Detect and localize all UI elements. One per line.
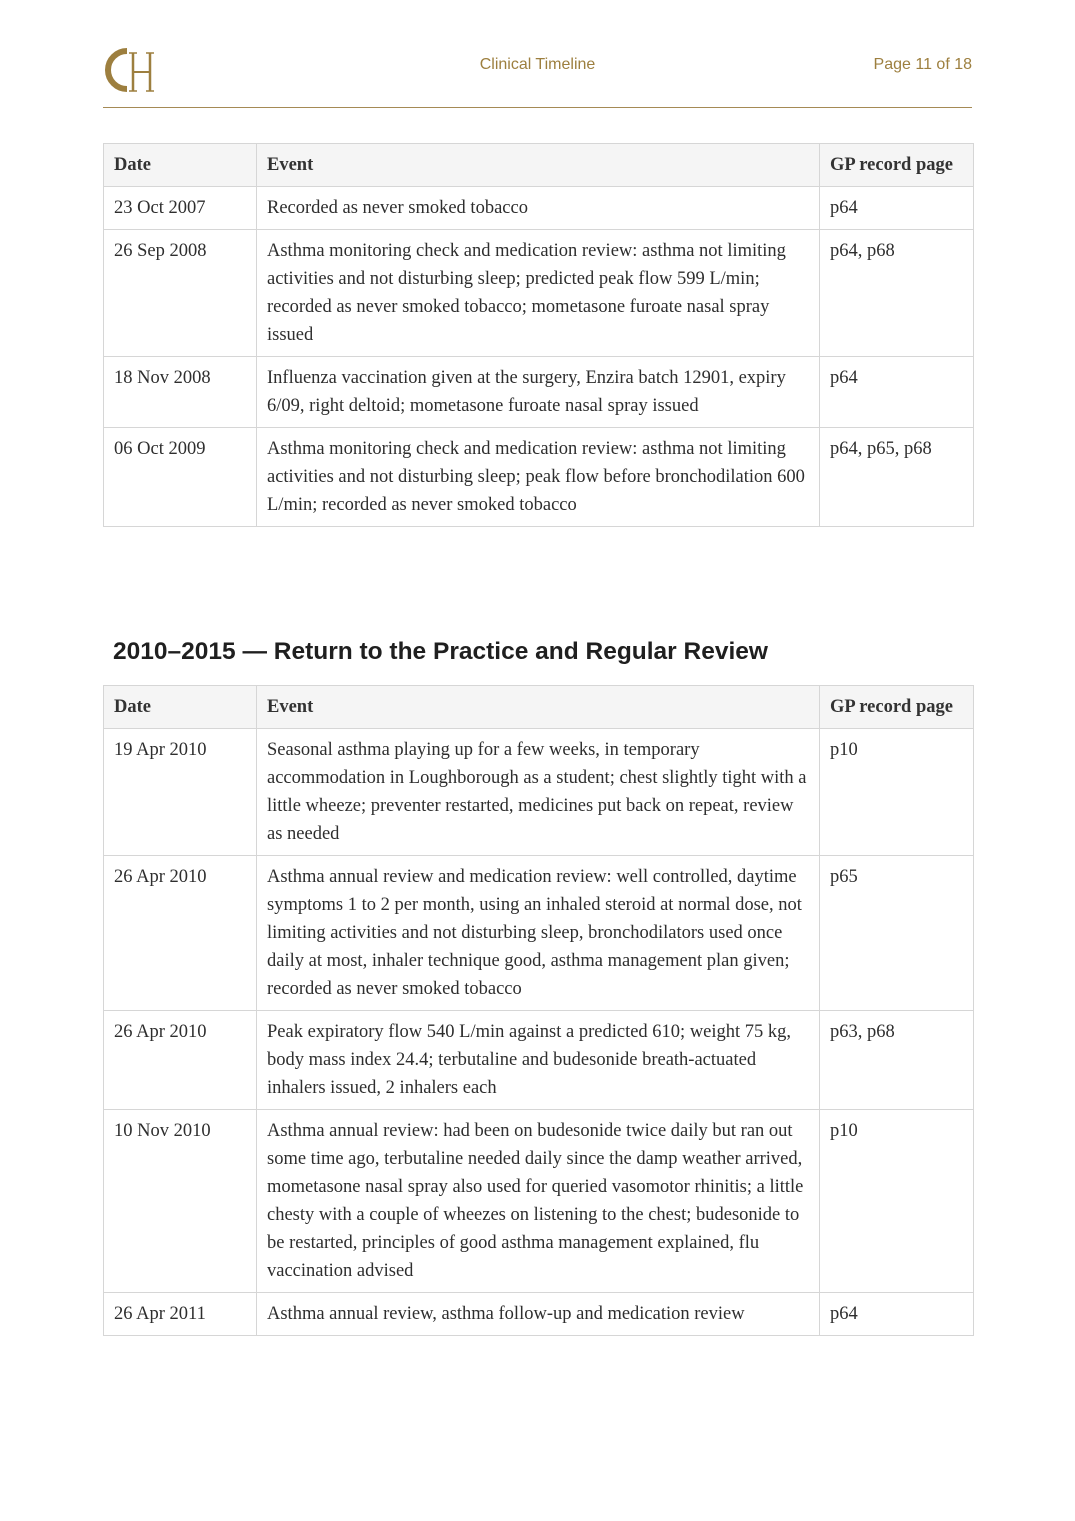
section-heading: 2010–2015 — Return to the Practice and Regular Review bbox=[113, 638, 768, 665]
row-page: p64 bbox=[820, 187, 974, 230]
column-header-date: Date bbox=[104, 144, 257, 187]
row-event: Influenza vaccination given at the surgery, Enzira batch 12901, expiry 6/09, right deltoid; mometasone furoate nasal spray issued bbox=[257, 357, 820, 428]
table-row bbox=[104, 428, 974, 527]
table-header-row bbox=[104, 686, 974, 729]
column-header-page: GP record page bbox=[820, 686, 974, 729]
row-event: Peak expiratory flow 540 L/min against a predicted 610; weight 75 kg, body mass index 24.4; terbutaline and budesonide breath-actuated inhalers issued, 2 inhalers each bbox=[257, 1011, 820, 1110]
table-row bbox=[104, 230, 974, 357]
table-row bbox=[104, 1110, 974, 1293]
row-date: 10 Nov 2010 bbox=[104, 1110, 257, 1293]
table-row bbox=[104, 729, 974, 856]
table-row bbox=[104, 856, 974, 1011]
row-page: p10 bbox=[820, 1110, 974, 1293]
row-page: p10 bbox=[820, 729, 974, 856]
table-row bbox=[104, 1293, 974, 1336]
row-page: p64, p65, p68 bbox=[820, 428, 974, 527]
row-page: p65 bbox=[820, 856, 974, 1011]
row-date: 26 Apr 2010 bbox=[104, 856, 257, 1011]
row-page: p64 bbox=[820, 357, 974, 428]
row-date: 06 Oct 2009 bbox=[104, 428, 257, 527]
row-event: Seasonal asthma playing up for a few weeks, in temporary accommodation in Loughborough as a student; chest slightly tight with a little wheeze; preventer restarted, medicines put back on repeat, review as needed bbox=[257, 729, 820, 856]
header-title: Clinical Timeline bbox=[479, 56, 596, 73]
row-event: Asthma annual review and medication review: well controlled, daytime symptoms 1 to 2 per month, using an inhaled steroid at normal dose, not limiting activities and not disturbing sleep, bronchodilators used once daily at most, inhaler technique good, asthma management plan given; recorded as never smoked tobacco bbox=[257, 856, 820, 1011]
row-date: 26 Sep 2008 bbox=[104, 230, 257, 357]
column-header-event: Event bbox=[257, 144, 820, 187]
column-header-event: Event bbox=[257, 686, 820, 729]
table-row bbox=[104, 357, 974, 428]
row-date: 26 Apr 2011 bbox=[104, 1293, 257, 1336]
row-date: 26 Apr 2010 bbox=[104, 1011, 257, 1110]
row-event: Asthma monitoring check and medication review: asthma not limiting activities and not disturbing sleep; peak flow before bronchodilation 600 L/min; recorded as never smoked tobacco bbox=[257, 428, 820, 527]
timeline-table-2 bbox=[103, 685, 974, 1336]
column-header-page: GP record page bbox=[820, 144, 974, 187]
table-header-row bbox=[104, 144, 974, 187]
row-page: p63, p68 bbox=[820, 1011, 974, 1110]
row-event: Asthma annual review: had been on budesonide twice daily but ran out some time ago, terbutaline needed daily since the damp weather arrived, mometasone nasal spray also used for queried vasomotor rhinitis; a little chesty with a couple of wheezes on listening to the chest; budesonide to be restarted, principles of good asthma management explained, flu vaccination advised bbox=[257, 1110, 820, 1293]
row-event: Recorded as never smoked tobacco bbox=[257, 187, 820, 230]
row-date: 18 Nov 2008 bbox=[104, 357, 257, 428]
row-event: Asthma monitoring check and medication review: asthma not limiting activities and not disturbing sleep; predicted peak flow 599 L/min; recorded as never smoked tobacco; mometasone furoate nasal spray issued bbox=[257, 230, 820, 357]
timeline-table-1 bbox=[103, 143, 974, 527]
row-page: p64, p68 bbox=[820, 230, 974, 357]
table-row bbox=[104, 1011, 974, 1110]
page-header bbox=[103, 44, 972, 108]
page-number: Page 11 of 18 bbox=[873, 56, 972, 73]
row-date: 23 Oct 2007 bbox=[104, 187, 257, 230]
row-date: 19 Apr 2010 bbox=[104, 729, 257, 856]
row-page: p64 bbox=[820, 1293, 974, 1336]
column-header-date: Date bbox=[104, 686, 257, 729]
table-row bbox=[104, 187, 974, 230]
row-event: Asthma annual review, asthma follow-up and medication review bbox=[257, 1293, 820, 1336]
